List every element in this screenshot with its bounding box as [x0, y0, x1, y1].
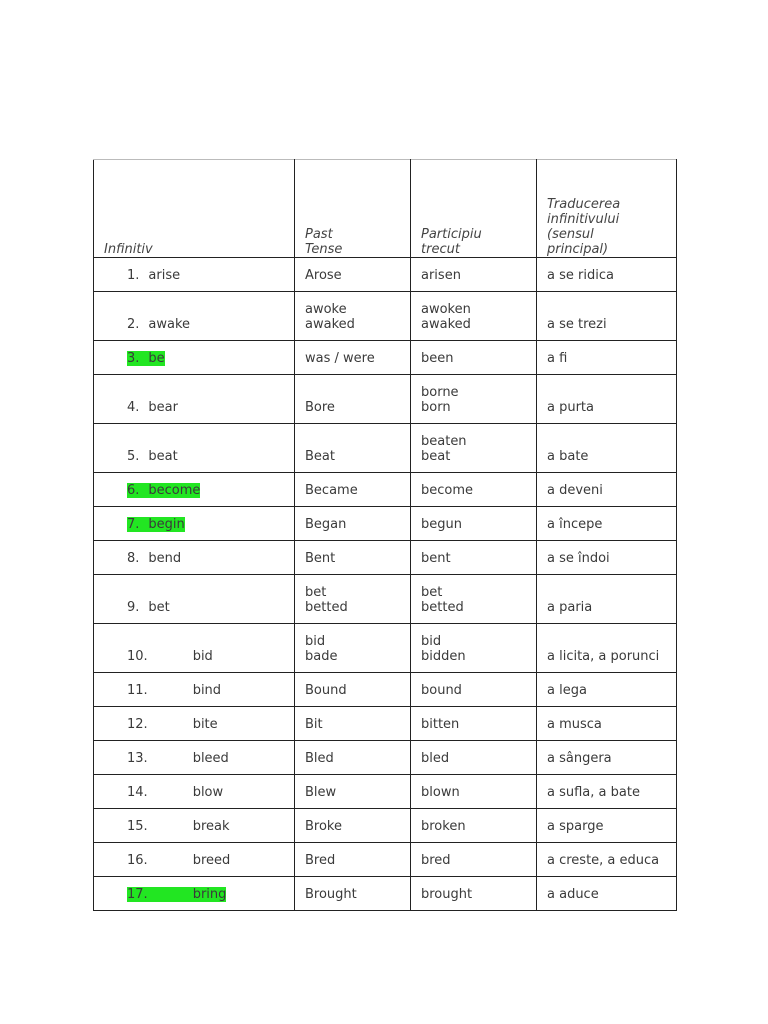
table-row	[94, 507, 677, 541]
table-row	[94, 341, 677, 375]
cell-infinitive	[94, 673, 295, 707]
verb-number: 12.	[127, 717, 148, 732]
cell-past-tense	[295, 707, 411, 741]
cell-infinitive	[94, 424, 295, 473]
cell-translation: a purta	[537, 375, 677, 424]
verb-label	[127, 649, 213, 664]
participle-form: awaked	[421, 317, 471, 332]
verb-number: 14.	[127, 785, 148, 800]
verb-rows	[94, 258, 677, 911]
verb-infinitive: bring	[192, 887, 227, 902]
verb-infinitive: bend	[148, 551, 182, 566]
header-row	[94, 160, 677, 258]
cell-translation: a licita, a porunci	[537, 624, 677, 673]
cell-infinitive	[94, 375, 295, 424]
participle-form: borne	[421, 385, 459, 400]
cell-participle	[411, 707, 537, 741]
cell-infinitive	[94, 473, 295, 507]
cell-infinitive	[94, 707, 295, 741]
past-form: Arose	[305, 268, 342, 283]
header-translation-line: (sensul	[547, 227, 594, 242]
header-translation-line: principal)	[547, 242, 609, 257]
cell-participle	[411, 507, 537, 541]
participle-form: blown	[421, 785, 460, 800]
participle-form: bidden	[421, 649, 466, 664]
verb-label	[127, 751, 229, 766]
cell-past-tense	[295, 258, 411, 292]
verb-number: 6.	[127, 483, 140, 498]
table-row	[94, 473, 677, 507]
verb-number: 15.	[127, 819, 148, 834]
past-form: Bit	[305, 717, 323, 732]
verb-label	[127, 351, 165, 366]
cell-infinitive	[94, 775, 295, 809]
cell-past-tense	[295, 424, 411, 473]
table-row	[94, 258, 677, 292]
cell-infinitive	[94, 575, 295, 624]
participle-form: awoken	[421, 302, 471, 317]
verb-label	[127, 268, 180, 283]
cell-past-tense	[295, 775, 411, 809]
table-row	[94, 624, 677, 673]
verb-label	[127, 317, 190, 332]
verb-infinitive: awake	[148, 317, 191, 332]
cell-participle	[411, 473, 537, 507]
cell-participle	[411, 809, 537, 843]
table-row	[94, 292, 677, 341]
verb-infinitive: begin	[148, 517, 185, 532]
header-participle-line: trecut	[421, 242, 460, 257]
table-row	[94, 741, 677, 775]
cell-participle	[411, 541, 537, 575]
cell-past-tense	[295, 473, 411, 507]
table-row	[94, 375, 677, 424]
verb-number: 11.	[127, 683, 148, 698]
cell-past-tense	[295, 341, 411, 375]
cell-participle	[411, 575, 537, 624]
header-past-tense	[295, 160, 411, 258]
past-form: Became	[305, 483, 358, 498]
verb-infinitive: become	[148, 483, 201, 498]
cell-past-tense	[295, 843, 411, 877]
participle-form: born	[421, 400, 451, 415]
past-form: bade	[305, 649, 338, 664]
table-row	[94, 809, 677, 843]
cell-past-tense	[295, 741, 411, 775]
past-form: Bore	[305, 400, 335, 415]
cell-past-tense	[295, 809, 411, 843]
table-row	[94, 424, 677, 473]
past-form: Bound	[305, 683, 347, 698]
cell-participle	[411, 673, 537, 707]
cell-infinitive	[94, 624, 295, 673]
cell-past-tense	[295, 624, 411, 673]
cell-infinitive	[94, 843, 295, 877]
verb-number: 13.	[127, 751, 148, 766]
cell-participle	[411, 877, 537, 911]
verb-infinitive: bet	[148, 600, 170, 615]
past-form: Broke	[305, 819, 342, 834]
header-past-tense-line: Past	[305, 227, 333, 242]
verb-infinitive: bleed	[192, 751, 229, 766]
table-row	[94, 541, 677, 575]
cell-translation: a se trezi	[537, 292, 677, 341]
participle-form: beat	[421, 449, 451, 464]
verb-infinitive: bear	[148, 400, 178, 415]
table-row	[94, 707, 677, 741]
cell-participle	[411, 258, 537, 292]
cell-participle	[411, 741, 537, 775]
table-row	[94, 877, 677, 911]
cell-infinitive	[94, 341, 295, 375]
verb-infinitive: bid	[192, 649, 213, 664]
cell-past-tense	[295, 292, 411, 341]
cell-translation: a sângera	[537, 741, 677, 775]
verb-label	[127, 600, 170, 615]
verb-number: 16.	[127, 853, 148, 868]
participle-form: bid	[421, 634, 442, 649]
participle-form: been	[421, 351, 454, 366]
verb-number: 8.	[127, 551, 140, 566]
participle-form: arisen	[421, 268, 461, 283]
participle-form: betted	[421, 600, 464, 615]
table-row	[94, 673, 677, 707]
cell-translation: a se îndoi	[537, 541, 677, 575]
verb-infinitive: beat	[148, 449, 178, 464]
cell-infinitive	[94, 809, 295, 843]
cell-translation: a creste, a educa	[537, 843, 677, 877]
cell-translation: a deveni	[537, 473, 677, 507]
cell-past-tense	[295, 375, 411, 424]
cell-infinitive	[94, 292, 295, 341]
cell-translation: a musca	[537, 707, 677, 741]
participle-form: brought	[421, 887, 473, 902]
participle-form: bitten	[421, 717, 460, 732]
verb-label	[127, 551, 181, 566]
participle-form: become	[421, 483, 474, 498]
cell-translation: a sufla, a bate	[537, 775, 677, 809]
cell-translation: a începe	[537, 507, 677, 541]
verb-label	[127, 853, 230, 868]
cell-past-tense	[295, 541, 411, 575]
verb-infinitive: breed	[192, 853, 231, 868]
header-participle-line: Participiu	[421, 227, 482, 242]
header-participle	[411, 160, 537, 258]
past-form: Bent	[305, 551, 336, 566]
cell-infinitive	[94, 541, 295, 575]
cell-participle	[411, 775, 537, 809]
verb-label	[127, 400, 178, 415]
verb-label	[127, 887, 226, 902]
past-form: awaked	[305, 317, 355, 332]
cell-translation: a aduce	[537, 877, 677, 911]
past-form: bet	[305, 585, 327, 600]
cell-translation: a sparge	[537, 809, 677, 843]
cell-participle	[411, 424, 537, 473]
verb-number: 9.	[127, 600, 140, 615]
cell-participle	[411, 843, 537, 877]
verb-number: 2.	[127, 317, 140, 332]
table-row	[94, 843, 677, 877]
past-form: Bled	[305, 751, 334, 766]
cell-participle	[411, 341, 537, 375]
header-translation-line: infinitivului	[547, 212, 620, 227]
verb-infinitive: break	[192, 819, 230, 834]
cell-translation: a lega	[537, 673, 677, 707]
participle-form: bred	[421, 853, 451, 868]
verb-label	[127, 483, 200, 498]
past-form: Bred	[305, 853, 336, 868]
cell-translation: a se ridica	[537, 258, 677, 292]
cell-translation: a paria	[537, 575, 677, 624]
verb-label	[127, 683, 221, 698]
participle-form: bled	[421, 751, 450, 766]
verb-number: 10.	[127, 649, 148, 664]
verb-infinitive: be	[148, 351, 165, 366]
cell-infinitive	[94, 507, 295, 541]
past-form: Beat	[305, 449, 335, 464]
header-past-tense-line: Tense	[305, 242, 343, 257]
verb-number: 4.	[127, 400, 140, 415]
participle-form: bent	[421, 551, 451, 566]
verb-number: 7.	[127, 517, 140, 532]
verb-number: 1.	[127, 268, 140, 283]
past-form: was / were	[305, 351, 375, 366]
past-form: bid	[305, 634, 326, 649]
cell-infinitive	[94, 741, 295, 775]
cell-past-tense	[295, 673, 411, 707]
verb-infinitive: bite	[192, 717, 218, 732]
participle-form: bound	[421, 683, 462, 698]
cell-past-tense	[295, 575, 411, 624]
irregular-verbs-table	[93, 159, 677, 911]
past-form: betted	[305, 600, 348, 615]
verb-label	[127, 819, 230, 834]
verb-infinitive: bind	[192, 683, 222, 698]
cell-participle	[411, 292, 537, 341]
verb-label	[127, 717, 218, 732]
past-form: Began	[305, 517, 347, 532]
header-infinitive: Infinitiv	[94, 160, 295, 258]
header-translation-line: Traducerea	[547, 197, 621, 212]
verb-number: 17.	[127, 887, 148, 902]
cell-past-tense	[295, 877, 411, 911]
cell-participle	[411, 375, 537, 424]
verb-number: 3.	[127, 351, 140, 366]
verb-label	[127, 449, 178, 464]
cell-past-tense	[295, 507, 411, 541]
participle-form: begun	[421, 517, 462, 532]
participle-form: broken	[421, 819, 466, 834]
cell-translation: a fi	[537, 341, 677, 375]
participle-form: bet	[421, 585, 443, 600]
verb-infinitive: blow	[192, 785, 224, 800]
past-form: Blew	[305, 785, 337, 800]
verb-number: 5.	[127, 449, 140, 464]
verb-infinitive: arise	[148, 268, 181, 283]
participle-form: beaten	[421, 434, 467, 449]
cell-infinitive	[94, 258, 295, 292]
verb-label	[127, 517, 185, 532]
header-translation	[537, 160, 677, 258]
cell-infinitive	[94, 877, 295, 911]
table-row	[94, 775, 677, 809]
cell-participle	[411, 624, 537, 673]
past-form: awoke	[305, 302, 347, 317]
verb-label	[127, 785, 223, 800]
past-form: Brought	[305, 887, 357, 902]
table-row	[94, 575, 677, 624]
cell-translation: a bate	[537, 424, 677, 473]
